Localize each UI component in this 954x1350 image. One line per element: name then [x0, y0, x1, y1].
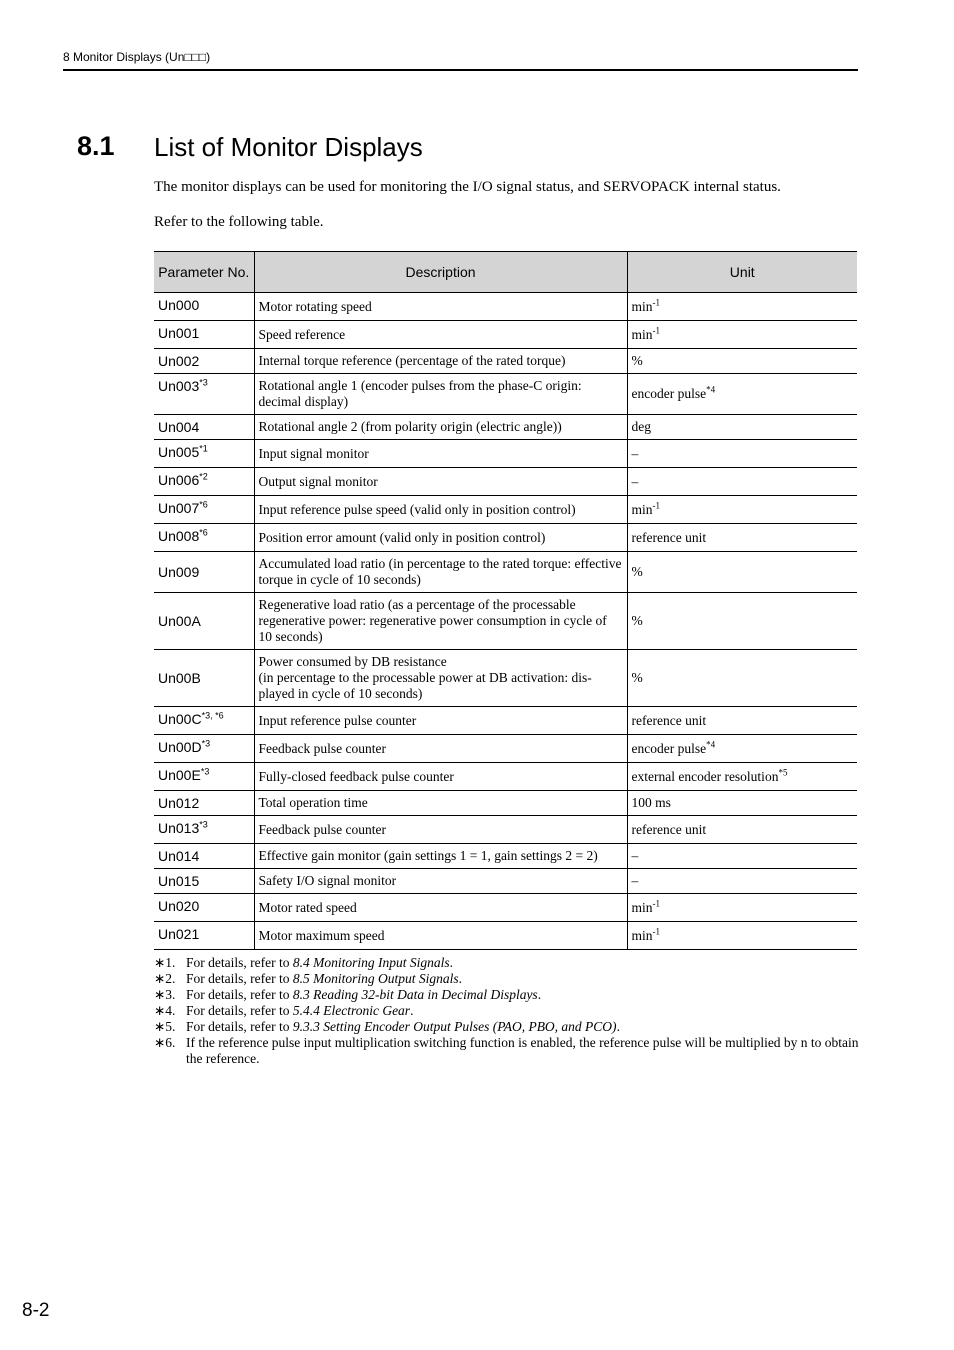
description-cell: Feedback pulse counter [254, 735, 627, 763]
parameter-code: Un005 [158, 444, 200, 460]
parameter-code: Un013 [158, 820, 200, 836]
unit-value: deg [631, 419, 651, 434]
description-cell: Internal torque reference (percentage of the rated torque) [254, 349, 627, 374]
unit-value: % [631, 564, 643, 579]
table-row [154, 922, 857, 950]
parameter-cell [154, 415, 254, 440]
parameter-code: Un00D [158, 739, 202, 755]
parameter-cell [154, 374, 254, 415]
description-cell: Accumulated load ratio (in percentage to the rated torque: effective torque in cycle of 10 seconds) [254, 552, 627, 593]
footnote-reference: 8.5 Monitoring Output Signals [292, 971, 459, 986]
footnote-mark: ∗1. [154, 955, 176, 970]
page-number: 8-2 [22, 1300, 50, 1321]
footnote-ref: *3 [199, 377, 208, 388]
parameter-cell [154, 816, 254, 844]
parameter-code: Un004 [158, 419, 200, 435]
unit-value: reference unit [631, 529, 707, 545]
footnote-item [154, 1003, 859, 1019]
footnote-mark: ∗6. [154, 1035, 176, 1050]
parameter-code: Un021 [158, 926, 200, 942]
unit-cell [627, 496, 857, 524]
footnote-mark: ∗5. [154, 1019, 176, 1034]
parameter-cell [154, 763, 254, 791]
footnote-mark: ∗4. [154, 1003, 176, 1018]
table-row [154, 869, 857, 894]
unit-value: – [631, 445, 639, 461]
unit-cell [627, 816, 857, 844]
footnote-lead: For details, refer to [186, 955, 293, 970]
parameter-code: Un020 [158, 898, 200, 914]
footnote-text [186, 1003, 859, 1019]
parameter-cell [154, 440, 254, 468]
unit-superscript: *4 [706, 739, 716, 749]
unit-cell [627, 415, 857, 440]
description-cell: Power consumed by DB resistance (in percentage to the processable power at DB activation: dis-played in cycle of 10 seconds) [254, 650, 627, 707]
table-row [154, 735, 857, 763]
footnote-tail: . [537, 987, 542, 1002]
table-row [154, 496, 857, 524]
table-row [154, 415, 857, 440]
parameter-code: Un00C [158, 711, 202, 727]
footnote-item [154, 1035, 859, 1067]
parameter-code: Un015 [158, 873, 200, 889]
parameter-cell [154, 791, 254, 816]
header-description: Description [254, 252, 627, 293]
footnote-reference: 8.4 Monitoring Input Signals [292, 955, 450, 970]
footnote-reference: 9.3.3 Setting Encoder Output Pulses (PAO, PBO, and PCO) [292, 1019, 617, 1034]
parameter-code: Un014 [158, 848, 200, 864]
unit-superscript: -1 [652, 325, 661, 335]
parameter-cell [154, 496, 254, 524]
description-cell: Fully-closed feedback pulse counter [254, 763, 627, 791]
footnote-text [186, 1035, 859, 1067]
unit-value: min [631, 326, 653, 342]
parameter-cell [154, 468, 254, 496]
footnote-lead: If the reference pulse input multiplication switching function is enabled, the reference pulse will be multiplied by n to obtain the reference. [186, 1035, 859, 1066]
parameter-cell [154, 869, 254, 894]
unit-value: % [631, 613, 643, 628]
unit-value: – [631, 473, 639, 489]
header-unit: Unit [627, 252, 857, 293]
footnote-lead: For details, refer to [186, 1019, 293, 1034]
description-cell: Safety I/O signal monitor [254, 869, 627, 894]
footnote-lead: For details, refer to [186, 987, 293, 1002]
unit-cell [627, 844, 857, 869]
table-row [154, 894, 857, 922]
footnote-ref: *2 [199, 471, 208, 482]
parameter-code: Un00B [158, 670, 201, 686]
description-cell: Effective gain monitor (gain settings 1 = 1, gain settings 2 = 2) [254, 844, 627, 869]
unit-value: encoder pulse [631, 740, 707, 756]
table-row [154, 816, 857, 844]
description-cell: Rotational angle 1 (encoder pulses from the phase-C origin: decimal display) [254, 374, 627, 415]
unit-cell [627, 922, 857, 950]
table-row [154, 650, 857, 707]
footnote-reference: 8.3 Reading 32-bit Data in Decimal Displays [292, 987, 538, 1002]
parameter-code: Un008 [158, 528, 200, 544]
footnote-tail: . [616, 1019, 620, 1034]
footnote-text [186, 987, 859, 1003]
table-row [154, 293, 857, 321]
unit-cell [627, 650, 857, 707]
footnote-ref: *3 [200, 766, 210, 777]
table-row [154, 552, 857, 593]
footnote-text [186, 971, 859, 987]
unit-superscript: -1 [652, 297, 661, 307]
unit-superscript: -1 [652, 500, 661, 510]
footnote-text [186, 1019, 859, 1035]
description-cell: Total operation time [254, 791, 627, 816]
table-row [154, 791, 857, 816]
intro-paragraph: The monitor displays can be used for monitoring the I/O signal status, and SERVOPACK internal status. [154, 179, 781, 195]
table-row [154, 468, 857, 496]
table-row [154, 524, 857, 552]
intro-reference-line: Refer to the following table. [154, 214, 324, 230]
parameter-code: Un012 [158, 795, 200, 811]
table-row [154, 374, 857, 415]
unit-value: 100 ms [631, 795, 671, 810]
running-header: 8 Monitor Displays (Un□□□) [63, 50, 211, 64]
table-row [154, 593, 857, 650]
parameter-cell [154, 894, 254, 922]
table-row [154, 440, 857, 468]
parameter-code: Un003 [158, 378, 200, 394]
parameter-cell [154, 349, 254, 374]
unit-value: min [631, 501, 653, 517]
footnote-lead: For details, refer to [186, 1003, 293, 1018]
unit-cell [627, 374, 857, 415]
parameter-code: Un00A [158, 613, 201, 629]
unit-value: external encoder resolution [631, 768, 779, 784]
description-cell: Motor maximum speed [254, 922, 627, 950]
description-cell: Input signal monitor [254, 440, 627, 468]
unit-value: min [631, 899, 653, 915]
footnote-tail: . [410, 1003, 414, 1018]
footnote-lead: For details, refer to [186, 971, 293, 986]
unit-cell [627, 349, 857, 374]
footnote-text [186, 955, 859, 971]
parameter-cell [154, 707, 254, 735]
parameter-cell [154, 552, 254, 593]
unit-cell [627, 735, 857, 763]
unit-superscript: *5 [778, 767, 788, 777]
parameter-code: Un001 [158, 325, 200, 341]
footnote-item [154, 1019, 859, 1035]
parameter-cell [154, 922, 254, 950]
unit-cell [627, 593, 857, 650]
description-cell: Output signal monitor [254, 468, 627, 496]
footnote-mark: ∗2. [154, 971, 176, 986]
description-cell: Motor rated speed [254, 894, 627, 922]
footnote-ref: *3 [199, 819, 208, 830]
unit-value: – [631, 873, 639, 888]
parameter-code: Un00E [158, 767, 201, 783]
unit-cell [627, 894, 857, 922]
footnote-tail: . [449, 955, 453, 970]
unit-superscript: -1 [652, 926, 661, 936]
parameter-cell [154, 650, 254, 707]
table-row [154, 763, 857, 791]
unit-cell [627, 763, 857, 791]
parameter-cell [154, 524, 254, 552]
description-cell: Feedback pulse counter [254, 816, 627, 844]
monitor-display-table [154, 251, 857, 950]
description-cell: Input reference pulse counter [254, 707, 627, 735]
footnote-item [154, 955, 859, 971]
unit-value: reference unit [631, 821, 707, 837]
parameter-code: Un009 [158, 564, 200, 580]
table-row [154, 707, 857, 735]
unit-cell [627, 552, 857, 593]
footnote-ref: *6 [199, 527, 208, 538]
unit-cell [627, 321, 857, 349]
footnote-ref: *1 [199, 443, 208, 454]
header-parameter-no: Parameter No. [154, 252, 254, 293]
parameter-cell [154, 321, 254, 349]
description-cell: Speed reference [254, 321, 627, 349]
footnote-item [154, 987, 859, 1003]
parameter-cell [154, 293, 254, 321]
header-rule [63, 69, 858, 71]
unit-value: % [631, 353, 643, 368]
footnote-ref: *3 [201, 738, 211, 749]
description-cell: Input reference pulse speed (valid only in position control) [254, 496, 627, 524]
unit-value: min [631, 298, 653, 314]
footnote-tail: . [458, 971, 462, 986]
footnotes [154, 955, 859, 1067]
unit-value: encoder pulse [631, 386, 707, 401]
unit-value: min [631, 927, 653, 943]
description-cell: Motor rotating speed [254, 293, 627, 321]
unit-cell [627, 791, 857, 816]
unit-cell [627, 293, 857, 321]
footnote-ref: *6 [199, 499, 208, 510]
table-row [154, 349, 857, 374]
section-title: List of Monitor Displays [154, 132, 423, 162]
footnote-reference: 5.4.4 Electronic Gear [292, 1003, 411, 1018]
parameter-cell [154, 735, 254, 763]
unit-superscript: -1 [652, 898, 661, 908]
unit-cell [627, 707, 857, 735]
unit-value: % [631, 670, 643, 685]
footnote-mark: ∗3. [154, 987, 176, 1002]
footnote-ref: *3, *6 [201, 710, 224, 721]
parameter-code: Un000 [158, 297, 200, 313]
unit-value: – [631, 848, 639, 863]
parameter-cell [154, 593, 254, 650]
unit-value: reference unit [631, 712, 707, 728]
unit-cell [627, 468, 857, 496]
description-cell: Position error amount (valid only in position control) [254, 524, 627, 552]
description-cell: Rotational angle 2 (from polarity origin (electric angle)) [254, 415, 627, 440]
table-body [154, 293, 857, 950]
parameter-code: Un002 [158, 353, 200, 369]
unit-cell [627, 524, 857, 552]
parameter-cell [154, 844, 254, 869]
unit-cell [627, 869, 857, 894]
table-row [154, 321, 857, 349]
parameter-code: Un006 [158, 472, 200, 488]
unit-superscript: *4 [706, 384, 716, 395]
footnote-item [154, 971, 859, 987]
table-header-row [154, 252, 857, 293]
description-cell: Regenerative load ratio (as a percentage of the processable regenerative power: regenerative power consumption in cycle of 10 seconds) [254, 593, 627, 650]
unit-cell [627, 440, 857, 468]
section-number: 8.1 [77, 131, 115, 161]
parameter-code: Un007 [158, 500, 200, 516]
table-row [154, 844, 857, 869]
